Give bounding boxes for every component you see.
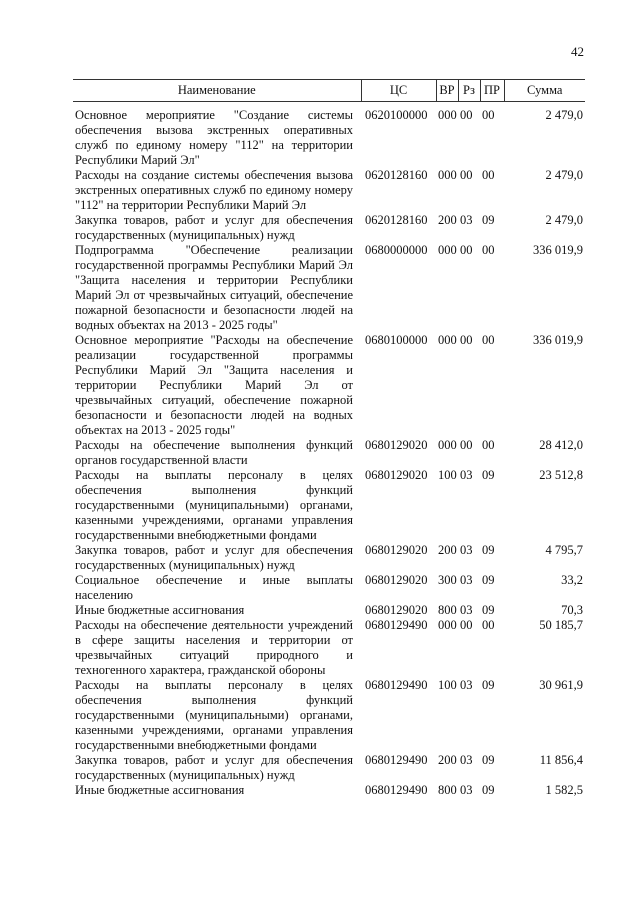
row-name: Расходы на обеспечение выполнения функций органов государственной власти — [75, 438, 353, 467]
row-sum: 30 961,9 — [539, 678, 583, 692]
table-header — [73, 80, 585, 102]
row-rz-code: 00 — [460, 243, 473, 257]
row-rz-code: 00 — [460, 108, 473, 122]
row-sum: 70,3 — [561, 603, 583, 617]
row-cs-code: 0620128160 — [365, 168, 428, 182]
row-name: Закупка товаров, работ и услуг для обеспечения государственных (муниципальных) нужд — [75, 213, 353, 242]
row-sum: 2 479,0 — [545, 108, 583, 122]
row-rz-code: 03 — [460, 213, 473, 227]
row-name: Иные бюджетные ассигнования — [75, 783, 245, 797]
row-vr-code: 200 — [438, 543, 457, 557]
row-name: Расходы на создание системы обеспечения вызова экстренных оперативных служб по единому номеру "112" на территории Республики Марий Эл — [75, 168, 353, 212]
header-rz: Рз — [458, 80, 480, 102]
table-row — [73, 213, 585, 243]
header-name: Наименование — [73, 80, 361, 102]
row-pr-code: 09 — [482, 678, 495, 692]
row-name: Иные бюджетные ассигнования — [75, 603, 245, 617]
row-pr-code: 09 — [482, 468, 495, 482]
row-rz-code: 03 — [460, 468, 473, 482]
row-pr-code: 00 — [482, 438, 495, 452]
row-rz-code: 00 — [460, 438, 473, 452]
row-sum: 28 412,0 — [539, 438, 583, 452]
table-body — [73, 102, 585, 799]
row-sum: 1 582,5 — [545, 783, 583, 797]
row-sum: 11 856,4 — [539, 753, 583, 767]
row-cs-code: 0620128160 — [365, 213, 428, 227]
row-cs-code: 0680129490 — [365, 753, 428, 767]
row-rz-code: 03 — [460, 573, 473, 587]
row-vr-code: 100 — [438, 468, 457, 482]
header-row — [73, 80, 585, 102]
row-cs-code: 0680129020 — [365, 543, 428, 557]
budget-table — [73, 79, 585, 798]
row-vr-code: 800 — [438, 783, 457, 797]
row-cs-code: 0620100000 — [365, 108, 428, 122]
row-vr-code: 000 — [438, 618, 457, 632]
row-pr-code: 09 — [482, 213, 495, 227]
row-pr-code: 09 — [482, 753, 495, 767]
header-cs: ЦС — [361, 80, 436, 102]
row-name: Расходы на выплаты персоналу в целях обеспечения выполнения функций государственными (муниципальными) органами, казенными учреждениями, органами управления государственными внебюджетными фондами — [75, 678, 353, 752]
page-number: 42 — [571, 44, 584, 59]
row-name: Закупка товаров, работ и услуг для обеспечения государственных (муниципальных) нужд — [75, 753, 353, 782]
table-row — [73, 543, 585, 573]
header-vr: ВР — [436, 80, 458, 102]
table-row — [73, 333, 585, 438]
row-cs-code: 0680129020 — [365, 573, 428, 587]
row-pr-code: 00 — [482, 168, 495, 182]
row-vr-code: 200 — [438, 753, 457, 767]
row-vr-code: 800 — [438, 603, 457, 617]
row-vr-code: 000 — [438, 243, 457, 257]
row-pr-code: 00 — [482, 618, 495, 632]
row-cs-code: 0680129020 — [365, 603, 428, 617]
row-rz-code: 00 — [460, 618, 473, 632]
row-pr-code: 09 — [482, 543, 495, 557]
row-rz-code: 03 — [460, 603, 473, 617]
row-rz-code: 03 — [460, 753, 473, 767]
table-row — [73, 168, 585, 213]
row-name: Социальное обеспечение и иные выплаты населению — [75, 573, 353, 602]
table-row — [73, 573, 585, 603]
row-cs-code: 0680129020 — [365, 438, 428, 452]
table-row — [73, 603, 585, 618]
row-rz-code: 03 — [460, 678, 473, 692]
table-row — [73, 753, 585, 783]
row-sum: 2 479,0 — [545, 168, 583, 182]
row-cs-code: 0680129490 — [365, 783, 428, 797]
row-cs-code: 0680129020 — [365, 468, 428, 482]
table-row — [73, 468, 585, 543]
row-sum: 2 479,0 — [545, 213, 583, 227]
row-vr-code: 000 — [438, 438, 457, 452]
row-vr-code: 300 — [438, 573, 457, 587]
row-cs-code: 0680100000 — [365, 333, 428, 347]
table-row — [73, 243, 585, 333]
row-cs-code: 0680129490 — [365, 678, 428, 692]
row-rz-code: 03 — [460, 543, 473, 557]
row-cs-code: 0680000000 — [365, 243, 428, 257]
row-cs-code: 0680129490 — [365, 618, 428, 632]
row-pr-code: 00 — [482, 243, 495, 257]
row-sum: 336 019,9 — [533, 333, 583, 347]
row-vr-code: 200 — [438, 213, 457, 227]
row-sum: 4 795,7 — [545, 543, 583, 557]
row-pr-code: 09 — [482, 603, 495, 617]
row-name: Расходы на обеспечение деятельности учреждений в сфере защиты населения и территории от чрезвычайных ситуаций природного и техногенного характера, гражданской обороны — [75, 618, 353, 677]
row-sum: 33,2 — [561, 573, 583, 587]
header-sum: Сумма — [504, 80, 585, 102]
row-sum: 336 019,9 — [533, 243, 583, 257]
row-name: Закупка товаров, работ и услуг для обеспечения государственных (муниципальных) нужд — [75, 543, 353, 572]
row-pr-code: 00 — [482, 333, 495, 347]
table-row — [73, 438, 585, 468]
row-pr-code: 09 — [482, 783, 495, 797]
row-sum: 50 185,7 — [539, 618, 583, 632]
row-rz-code: 00 — [460, 333, 473, 347]
row-name: Основное мероприятие "Создание системы обеспечения вызова экстренных оперативных служб по единому номеру "112" на территории Республики Марий Эл" — [75, 108, 353, 167]
row-name: Основное мероприятие "Расходы на обеспечение реализации государственной программы Республики Марий Эл "Защита населения и территории Республики Марий Эл от чрезвычайных ситуаций, обеспечение пожарной безопасности и безопасности людей на водных объектах на 2013 - 2025 годы" — [75, 333, 353, 437]
row-vr-code: 000 — [438, 168, 457, 182]
table-row — [73, 102, 585, 169]
table-row — [73, 678, 585, 753]
row-vr-code: 100 — [438, 678, 457, 692]
row-pr-code: 00 — [482, 108, 495, 122]
row-rz-code: 00 — [460, 168, 473, 182]
table-row — [73, 783, 585, 798]
row-name: Расходы на выплаты персоналу в целях обеспечения выполнения функций государственными (муниципальными) органами, казенными учреждениями, органами управления государственными внебюджетными фондами — [75, 468, 353, 542]
row-sum: 23 512,8 — [539, 468, 583, 482]
row-vr-code: 000 — [438, 333, 457, 347]
row-name: Подпрограмма "Обеспечение реализации государственной программы Республики Марий Эл "Защита населения и территории Республики Марий Эл от чрезвычайных ситуаций, обеспечение пожарной безопасности и безопасности людей на водных объектах на 2013 - 2025 годы" — [75, 243, 353, 332]
row-pr-code: 09 — [482, 573, 495, 587]
row-vr-code: 000 — [438, 108, 457, 122]
table-row — [73, 618, 585, 678]
row-rz-code: 03 — [460, 783, 473, 797]
header-pr: ПР — [480, 80, 504, 102]
